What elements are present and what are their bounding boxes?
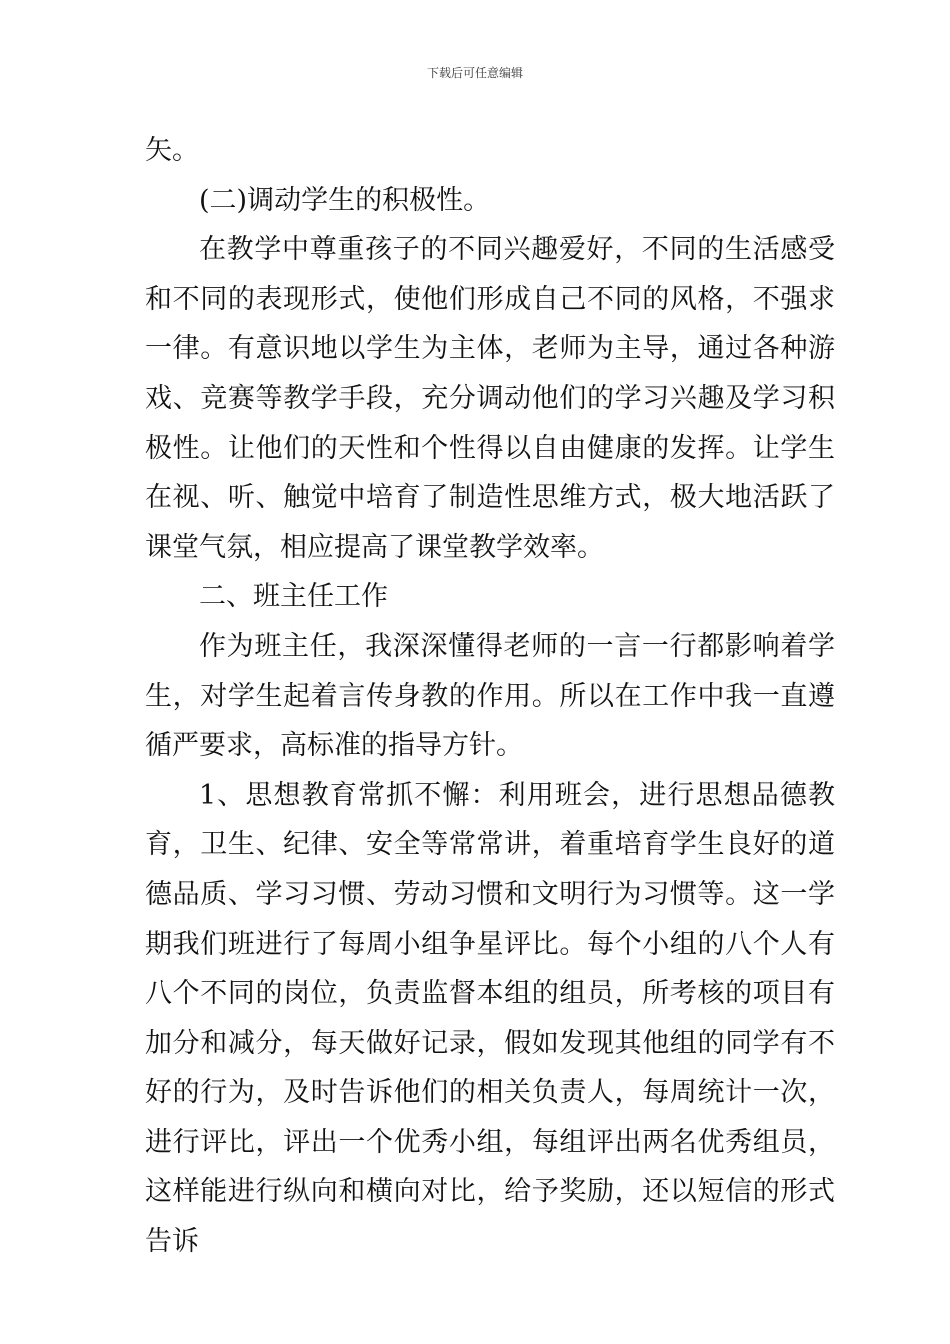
paragraph-teaching-approach: 在教学中尊重孩子的不同兴趣爱好，不同的生活感受和不同的表现形式，使他们形成自己不同的风格，不强求一律。有意识地以学生为主体，老师为主导，通过各种游戏、竞赛等教学手段，充分调动他们的学习兴趣及学习积极性。让他们的天性和个性得以自由健康的发挥。让学生在视、听、触觉中培育了制造性思维方式，极大地活跃了课堂气氛，相应提高了课堂教学效率。 (145, 234, 835, 563)
paragraph-moral-education: 1、思想教育常抓不懈：利用班会，进行思想品德教育，卫生、纪律、安全等常常讲，着重培育学生良好的道德品质、学习习惯、劳动习惯和文明行为习惯等。这一学期我们班进行了每周小组争星评比。每个小组的八个人有八个不同的岗位，负责监督本组的组员，所考核的项目有加分和减分，每天做好记录，假如发现其他组的同学有不好的行为，及时告诉他们的相关负责人，每周统计一次，进行评比，评出一个优秀小组，每组评出两名优秀组员，这样能进行纵向和横向对比，给予奖励，还以短信的形式告诉 (145, 779, 835, 1258)
document-body (145, 126, 835, 1267)
page-header-note: 下载后可任意编辑 (426, 66, 523, 80)
section-heading-motivation: (二)调动学生的积极性。 (199, 184, 491, 216)
section-heading-class-teacher-work: 二、班主任工作 (199, 581, 388, 613)
paragraph-continuation: 矢。 (145, 135, 199, 166)
paragraph-class-teacher-role: 作为班主任，我深深懂得老师的一言一行都影响着学生，对学生起着言传身教的作用。所以在工作中我一直遵循严要求，高标准的指导方针。 (145, 630, 835, 762)
